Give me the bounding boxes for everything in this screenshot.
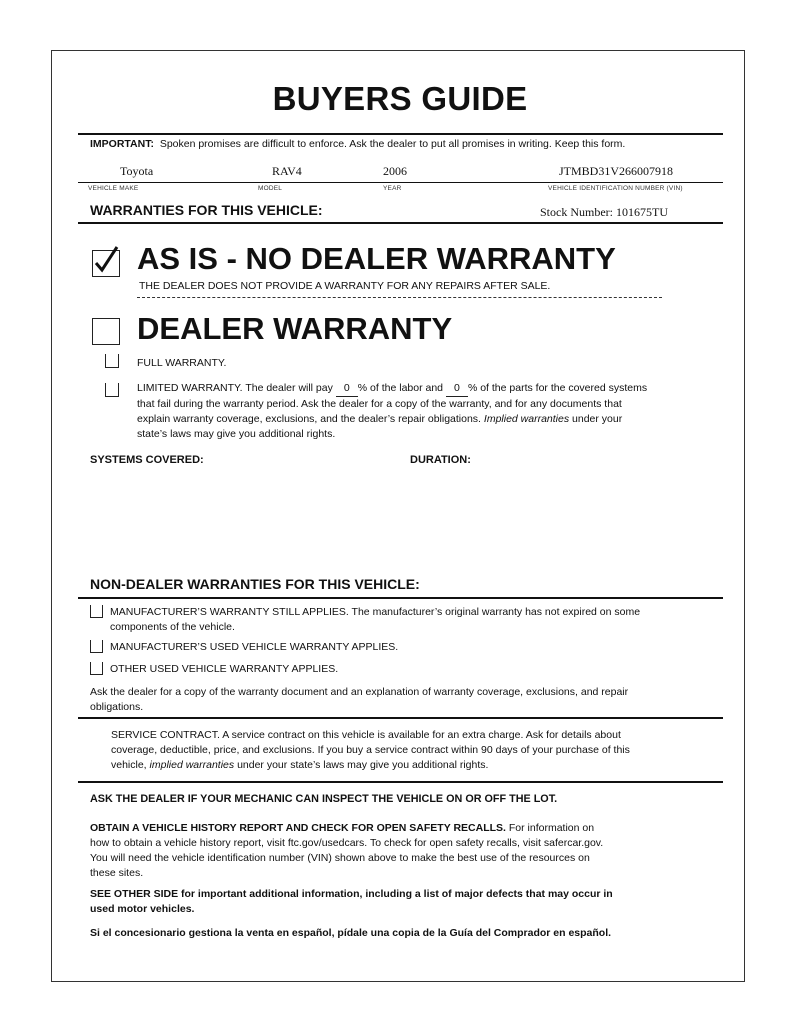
history-line-3: You will need the vehicle identification number (VIN) shown above to make the best use of the resources on — [90, 852, 590, 864]
divider — [78, 222, 723, 224]
limited-warranty-intro: LIMITED WARRANTY. The dealer will pay — [137, 382, 333, 394]
vehicle-vin-label: VEHICLE IDENTIFICATION NUMBER (VIN) — [548, 185, 683, 192]
service-contract-line-2: coverage, deductible, price, and exclusions. If you buy a service contract within 90 days of your purchase of this — [111, 744, 630, 756]
page-title: BUYERS GUIDE — [272, 80, 528, 117]
non-dealer-note-line-1: Ask the dealer for a copy of the warranty document and an explanation of warranty coverage, exclusions, and repair — [90, 686, 629, 698]
stock-number: Stock Number: 101675TU — [540, 205, 668, 219]
duration-label: DURATION: — [410, 454, 471, 466]
manufacturer-warranty-line-2: components of the vehicle. — [110, 621, 235, 633]
divider — [78, 717, 723, 719]
service-line3-a: vehicle, — [111, 759, 150, 771]
vehicle-model: RAV4 — [272, 164, 302, 178]
vehicle-year-label: YEAR — [383, 185, 402, 192]
labor-percent: 0 — [336, 381, 358, 397]
used-vehicle-warranty-checkbox[interactable] — [90, 640, 103, 653]
dashed-divider — [137, 297, 662, 298]
dealer-warranty-checkbox[interactable] — [92, 318, 120, 345]
limited-warranty-line-3 — [137, 412, 647, 427]
mechanic-notice: ASK THE DEALER IF YOUR MECHANIC CAN INSPECT THE VEHICLE ON OR OFF THE LOT. — [90, 793, 558, 805]
important-notice — [90, 138, 625, 150]
history-line1-rest: For information on — [505, 822, 595, 834]
history-report-text — [90, 821, 603, 881]
history-line-4: these sites. — [90, 867, 144, 879]
history-line-1 — [90, 821, 603, 836]
implied-warranties-italic: implied warranties — [149, 759, 235, 771]
service-contract-line-3 — [111, 758, 630, 773]
limited-warranty-checkbox[interactable] — [105, 383, 119, 397]
warranties-heading: WARRANTIES FOR THIS VEHICLE: — [90, 202, 323, 218]
limited-line3-c: under your — [569, 413, 623, 425]
history-heading: OBTAIN A VEHICLE HISTORY REPORT AND CHECK FOR OPEN SAFETY RECALLS. — [90, 822, 506, 834]
manufacturer-warranty-checkbox[interactable] — [90, 605, 103, 618]
implied-warranties-italic: Implied warranties — [483, 413, 570, 425]
service-line3-c: under your state’s laws may give you additional rights. — [234, 759, 489, 771]
non-dealer-heading: NON-DEALER WARRANTIES FOR THIS VEHICLE: — [90, 576, 420, 592]
spanish-notice: Si el concesionario gestiona la venta en español, pídale una copia de la Guía del Comprador en español. — [90, 927, 612, 939]
divider — [78, 781, 723, 783]
dealer-warranty-title: DEALER WARRANTY — [137, 311, 453, 346]
service-contract-text — [111, 728, 630, 773]
see-other-line-1: SEE OTHER SIDE for important additional information, including a list of major defects that may occur in — [90, 888, 613, 900]
as-is-subtitle: THE DEALER DOES NOT PROVIDE A WARRANTY FOR ANY REPAIRS AFTER SALE. — [139, 280, 551, 292]
service-contract-line-1: SERVICE CONTRACT. A service contract on this vehicle is available for an extra charge. Ask for details about — [111, 729, 621, 741]
limited-warranty-line-1 — [137, 381, 647, 397]
as-is-title: AS IS - NO DEALER WARRANTY — [137, 241, 616, 276]
important-label: IMPORTANT: — [90, 138, 154, 150]
as-is-checkbox[interactable] — [92, 250, 120, 277]
used-vehicle-warranty-label: MANUFACTURER’S USED VEHICLE WARRANTY APPLIES. — [110, 641, 399, 653]
limited-line3-a: explain warranty coverage, exclusions, and the dealer’s repair obligations. — [137, 413, 484, 425]
full-warranty-label: FULL WARRANTY. — [137, 357, 227, 369]
vehicle-vin: JTMBD31V266007918 — [559, 164, 674, 178]
manufacturer-warranty-line-1: MANUFACTURER’S WARRANTY STILL APPLIES. The manufacturer’s original warranty has not expired on some — [110, 606, 641, 618]
vehicle-make-label: VEHICLE MAKE — [88, 185, 139, 192]
see-other-line-2: used motor vehicles. — [90, 903, 195, 915]
parts-percent: 0 — [446, 381, 468, 397]
see-other-side — [90, 887, 613, 917]
full-warranty-checkbox[interactable] — [105, 354, 119, 368]
other-warranty-checkbox[interactable] — [90, 662, 103, 675]
manufacturer-warranty-text — [110, 605, 640, 635]
parts-text: % of the parts for the covered systems — [467, 382, 648, 394]
vehicle-make: Toyota — [120, 164, 154, 178]
vehicle-year: 2006 — [383, 164, 407, 178]
important-text: Spoken promises are difficult to enforce. Ask the dealer to put all promises in writing. Keep this form. — [159, 138, 626, 150]
limited-warranty-line-2: that fail during the warranty period. Ask the dealer for a copy of the warranty, and for any documents that — [137, 398, 622, 410]
divider — [78, 133, 723, 135]
history-line-2: how to obtain a vehicle history report, visit ftc.gov/usedcars. To check for open safety recalls, visit safercar.gov. — [90, 837, 604, 849]
limited-warranty-text — [137, 381, 647, 442]
divider — [78, 182, 723, 183]
systems-covered-label: SYSTEMS COVERED: — [90, 454, 204, 466]
other-warranty-label: OTHER USED VEHICLE WARRANTY APPLIES. — [110, 663, 339, 675]
vehicle-model-label: MODEL — [258, 185, 283, 192]
labor-text: % of the labor and — [357, 382, 444, 394]
limited-warranty-line-4: state’s laws may give you additional rights. — [137, 428, 336, 440]
non-dealer-note-line-2: obligations. — [90, 701, 144, 713]
non-dealer-note — [90, 685, 628, 715]
check-icon — [91, 245, 119, 272]
divider — [78, 597, 723, 599]
